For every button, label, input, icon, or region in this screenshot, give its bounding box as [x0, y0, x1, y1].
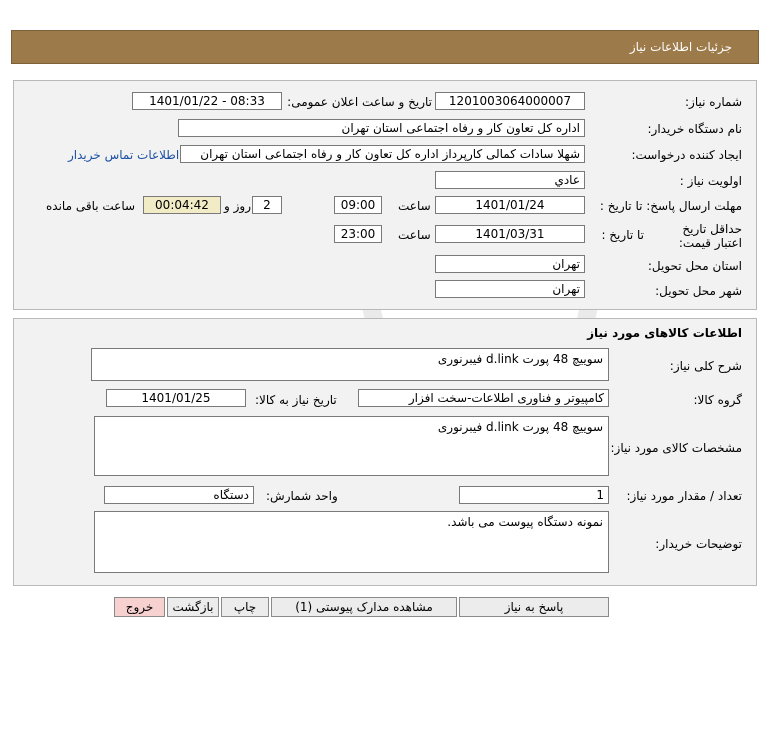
province-label: استان محل تحویل:: [647, 259, 742, 273]
unit-field: دستگاه: [104, 486, 254, 504]
quantity-field: 1: [459, 486, 609, 504]
exit-button[interactable]: خروج: [114, 597, 165, 617]
validity-label: حداقل تاریخ اعتبار قیمت:: [678, 222, 742, 250]
quantity-label: تعداد / مقدار مورد نیاز:: [626, 489, 742, 503]
remaining-label: ساعت باقی مانده: [46, 199, 136, 213]
need-date-label: تاریخ نیاز به کالا:: [255, 393, 337, 407]
days-label: روز و: [224, 199, 251, 213]
print-button[interactable]: چاپ: [221, 597, 269, 617]
validity-to-label: تا تاریخ :: [601, 228, 644, 242]
validity-time-field: 23:00: [334, 225, 382, 243]
days-field: 2: [252, 196, 282, 214]
validity-date-field: 1401/03/31: [435, 225, 585, 243]
announce-datetime-label: تاریخ و ساعت اعلان عمومی:: [287, 95, 432, 109]
priority-label: اولویت نیاز :: [679, 174, 742, 188]
specs-label: مشخصات کالای مورد نیاز:: [610, 441, 742, 455]
need-info-panel: [13, 80, 757, 310]
buyer-notes-label: توضیحات خریدار:: [655, 537, 742, 551]
goods-group-field: کامپیوتر و فناوری اطلاعات-سخت افزار: [358, 389, 609, 407]
buyer-notes-field: نمونه دستگاه پیوست می باشد.: [94, 511, 609, 573]
send-date-field: 1401/01/24: [435, 196, 585, 214]
unit-label: واحد شمارش:: [266, 489, 338, 503]
goods-group-label: گروه کالا:: [693, 393, 742, 407]
back-button[interactable]: بازگشت: [167, 597, 219, 617]
announce-datetime-field: 1401/01/22 - 08:33: [132, 92, 282, 110]
buyer-contact-link[interactable]: اطلاعات تماس خریدار: [68, 148, 180, 162]
send-deadline-label: مهلت ارسال پاسخ: تا تاریخ :: [599, 199, 742, 213]
page-header: [11, 30, 759, 64]
city-field: تهران: [435, 280, 585, 298]
validity-time-label: ساعت: [398, 228, 431, 242]
reply-button[interactable]: پاسخ به نیاز: [459, 597, 609, 617]
province-field: تهران: [435, 255, 585, 273]
need-number-field: 1201003064000007: [435, 92, 585, 110]
goods-section-title: اطلاعات کالاهای مورد نیاز: [587, 326, 742, 340]
general-description-field: سوییچ 48 پورت d.link فیبرنوری: [91, 348, 609, 381]
creator-label: ایجاد کننده درخواست:: [631, 148, 742, 162]
priority-field: عادي: [435, 171, 585, 189]
creator-field: شهلا سادات کمالی کارپرداز اداره کل تعاون کار و رفاه اجتماعی استان تهران: [180, 145, 585, 163]
need-number-label: شماره نیاز:: [685, 95, 742, 109]
general-description-label: شرح کلی نیاز:: [669, 359, 742, 373]
view-attachments-button[interactable]: مشاهده مدارک پیوستی (1): [271, 597, 457, 617]
send-time-field: 09:00: [334, 196, 382, 214]
specs-field: سوییچ 48 پورت d.link فیبرنوری: [94, 416, 609, 476]
city-label: شهر محل تحویل:: [655, 284, 742, 298]
send-time-label: ساعت: [398, 199, 431, 213]
remaining-time-field: 00:04:42: [143, 196, 221, 214]
buyer-org-field: اداره کل تعاون کار و رفاه اجتماعی استان تهران: [178, 119, 585, 137]
page-title: جزئیات اطلاعات نیاز: [629, 40, 732, 54]
buyer-org-label: نام دستگاه خریدار:: [647, 122, 742, 136]
need-date-field: 1401/01/25: [106, 389, 246, 407]
